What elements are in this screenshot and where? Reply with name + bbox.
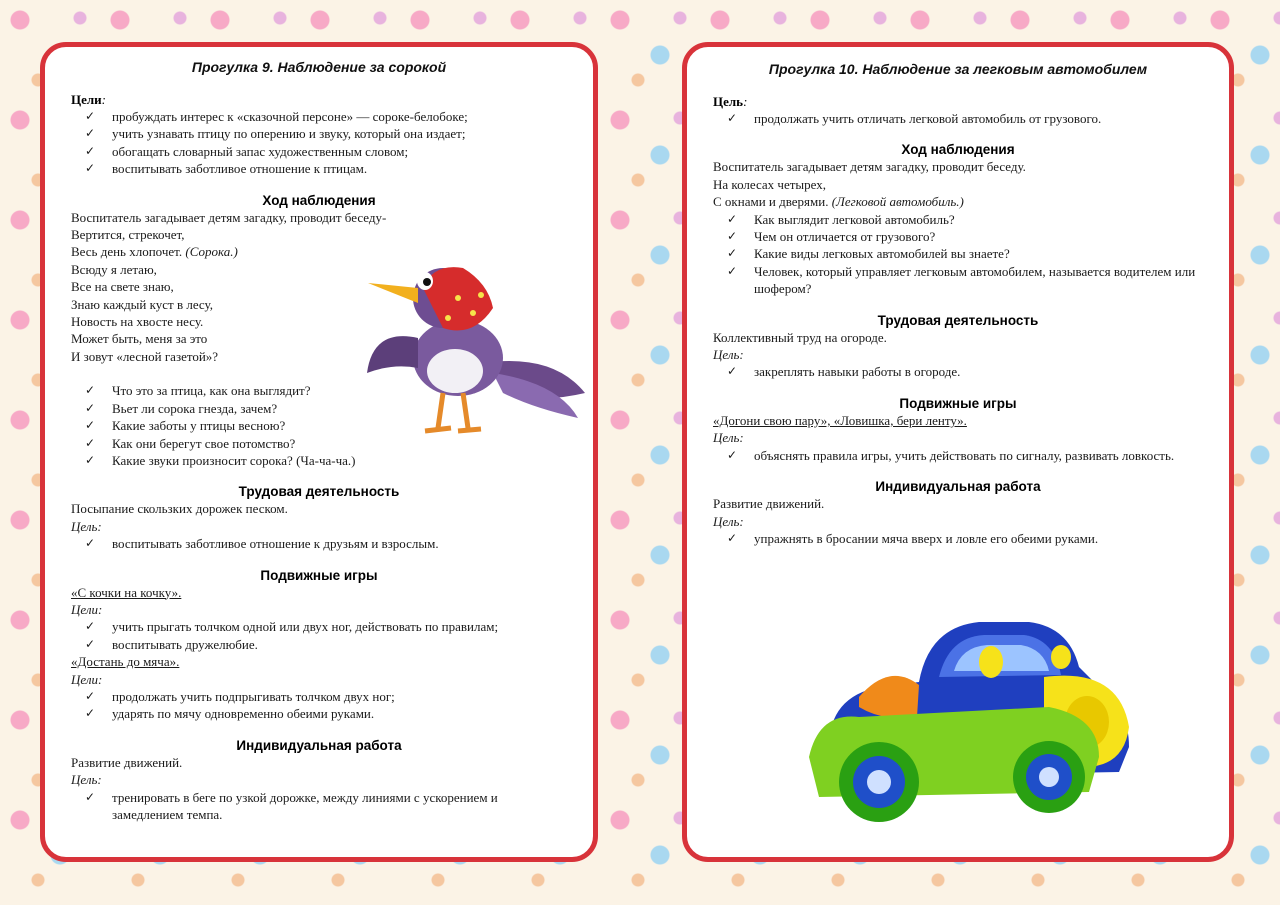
check-icon: ✓ — [85, 688, 96, 703]
check-icon: ✓ — [85, 536, 96, 551]
list-item: ✓ Как выглядит легковой автомобиль? — [727, 211, 955, 227]
list-item: ✓ продолжать учить подпрыгивать толчком двух ног; — [85, 688, 395, 704]
check-icon: ✓ — [85, 383, 96, 398]
check-icon: ✓ — [727, 111, 738, 125]
list-item: ✓ Вьет ли сорока гнезда, зачем? — [85, 400, 278, 416]
game-title: «Догони свою пару», «Ловишка, бери ленту». — [713, 412, 967, 428]
list-item: ✓ Как они берегут свое потомство? — [85, 435, 296, 451]
section-heading: Трудовая деятельность — [238, 484, 400, 500]
check-icon: ✓ — [727, 246, 738, 261]
check-icon: ✓ — [727, 364, 738, 379]
goals-label: Цели: — [71, 92, 107, 107]
check-icon: ✓ — [85, 452, 96, 467]
toy-car-illustration — [799, 607, 1139, 827]
list-item: ✓ Человек, который управляет легковым автомобилем, называется водителем или шофером? — [727, 263, 1196, 297]
section-heading: Ход наблюдения — [901, 142, 1015, 158]
check-icon: ✓ — [85, 400, 96, 415]
list-item: ✓ пробуждать интерес к «сказочной персоне» — сороке-белобоке; — [85, 109, 468, 124]
list-item: ✓ ударять по мячу одновременно обеими руками. — [85, 706, 375, 722]
list-item: ✓ Чем он отличается от грузового? — [727, 229, 936, 245]
list-item: ✓ Какие заботы у птицы весною? — [85, 418, 286, 434]
list-item: ✓ Какие звуки произносит сорока? (Ча-ча-ча.) — [85, 452, 356, 468]
goals-list — [71, 108, 567, 178]
list-item: ✓ объяснять правила игры, учить действовать по сигналу, развивать ловкость. — [727, 447, 1175, 463]
left-page-panel: Прогулка 9. Наблюдение за сорокой Цели: ✓ пробуждать интерес к «сказочной персоне» — сороке-белобоке; ✓ учить узнавать птицу по оперению и звуку, который она издает; ✓ обогащать словарный запас художественным словом; ✓ воспитывать заботливое отношение к птицам. Ход наблюдения Воспитатель загадывает детям загадку, проводит беседу- Вертится, стрекочет, Весь день хлопочет. (Сорока.) Всюду я летаю, Все на свете знаю, Знаю каждый куст в лесу, Новость на хвосте несу. Может быть, меня за это И зовут «лесной газетой»? ✓ Что это за птица, как она выглядит? ✓ Вьет ли сорока гнезда, зачем? ✓ Какие заботы у птицы весною? ✓ Как они берегут свое потомство? ✓ Какие звуки произносит сорока? (Ча-ча-ча.) Трудовая деятельность Посыпание скользких дорожек песком. Цель: ✓ воспитывать заботливое отношение к друзьям и взрослым. Подвижные игры «С кочки на кочку». Цели: ✓ учить прыгать толчком одной или двух ног, действовать по правилам; ✓ воспитывать дружелюбие. «Достань до мяча». Цели: ✓ продолжать учить подпрыгивать толчком двух ног; ✓ ударять по мячу одновременно обеими руками. Индивидуальная работа Развитие движений. Цель: ✓ тренировать в беге по узкой дорожке, между линиями с ускорением и замедлением темпа. — [40, 42, 598, 862]
page-title: Прогулка 9. Наблюдение за сорокой — [191, 59, 447, 75]
check-icon: ✓ — [85, 435, 96, 450]
check-icon: ✓ — [85, 636, 96, 651]
list-item: ✓ продолжать учить отличать легковой автомобиль от грузового. — [727, 111, 1102, 126]
list-item: ✓ упражнять в бросании мяча вверх и ловле его обеими руками. — [727, 530, 1099, 546]
list-item: ✓ Что это за птица, как она выглядит? — [85, 383, 311, 399]
section-heading: Подвижные игры — [899, 395, 1017, 411]
check-icon: ✓ — [727, 211, 738, 226]
page-title: Прогулка 10. Наблюдение за легковым автомобилем — [768, 61, 1148, 77]
intro-text: Воспитатель загадывает детям загадку, проводит беседу- — [71, 209, 387, 225]
section-heading: Подвижные игры — [260, 567, 378, 583]
list-item: ✓ обогащать словарный запас художественным словом; — [85, 143, 409, 159]
check-icon: ✓ — [85, 789, 96, 804]
check-icon: ✓ — [85, 706, 96, 721]
list-item: ✓ учить узнавать птицу по оперению и звуку, который она издает; — [85, 126, 466, 142]
list-item: ✓ учить прыгать толчком одной или двух ног, действовать по правилам; — [85, 619, 499, 635]
check-icon: ✓ — [85, 126, 96, 141]
check-icon: ✓ — [85, 143, 96, 158]
list-item: ✓ Какие виды легковых автомобилей вы знаете? — [727, 246, 1010, 262]
magpie-illustration — [363, 243, 589, 443]
section-heading: Индивидуальная работа — [236, 737, 402, 753]
list-item: ✓ закреплять навыки работы в огороде. — [727, 364, 961, 380]
check-icon: ✓ — [85, 109, 96, 123]
check-icon: ✓ — [727, 447, 738, 462]
check-icon: ✓ — [727, 263, 738, 278]
riddle: На колесах четырех, С окнами и дверями. (Легковой автомобиль.) — [713, 176, 964, 210]
riddle-answer: (Легковой автомобиль.) — [831, 194, 964, 210]
check-icon: ✓ — [727, 530, 738, 545]
right-page-panel: Прогулка 10. Наблюдение за легковым автомобилем Цель: ✓ продолжать учить отличать легковой автомобиль от грузового. Ход наблюдения Воспитатель загадывает детям загадку, проводит беседу. На колесах четырех, С окнами и дверями. (Легковой автомобиль.) ✓ Как выглядит легковой автомобиль? ✓ Чем он отличается от грузового? ✓ Какие виды легковых автомобилей вы знаете? ✓ Человек, который управляет легковым автомобилем, называется водителем или шофером? Трудовая деятельность Коллективный труд на огороде. Цель: ✓ закреплять навыки работы в огороде. Подвижные игры «Догони свою пару», «Ловишка, бери ленту». Цель: ✓ объяснять правила игры, учить действовать по сигналу, развивать ловкость. Индивидуальная работа Развитие движений. Цель: ✓ упражнять в бросании мяча вверх и ловле его обеими руками. — [682, 42, 1234, 862]
list-item: ✓ воспитывать дружелюбие. — [85, 636, 258, 652]
list-item: ✓ воспитывать заботливое отношение к друзьям и взрослым. — [85, 536, 439, 552]
check-icon: ✓ — [85, 161, 96, 176]
check-icon: ✓ — [85, 619, 96, 634]
section-heading: Индивидуальная работа — [875, 479, 1041, 495]
list-item: ✓ воспитывать заботливое отношение к птицам. — [85, 161, 368, 177]
section-heading: Ход наблюдения — [262, 192, 376, 208]
riddle-answer: (Сорока.) — [185, 244, 238, 260]
game-title: «С кочки на кочку». — [71, 584, 182, 600]
game-title: «Достань до мяча». — [71, 654, 180, 670]
list-item: ✓ тренировать в беге по узкой дорожке, между линиями с ускорением и замедлением темпа. — [85, 789, 498, 822]
section-heading: Трудовая деятельность — [877, 312, 1039, 328]
riddle: Вертится, стрекочет, Весь день хлопочет. (Сорока.) Всюду я летаю, Все на свете знаю, Знаю каждый куст в лесу, Новость на хвосте несу. Может быть, меня за это И зовут «лесной газетой»? — [71, 227, 238, 364]
goals-label: Цель: — [713, 94, 748, 109]
check-icon: ✓ — [727, 229, 738, 244]
check-icon: ✓ — [85, 418, 96, 433]
